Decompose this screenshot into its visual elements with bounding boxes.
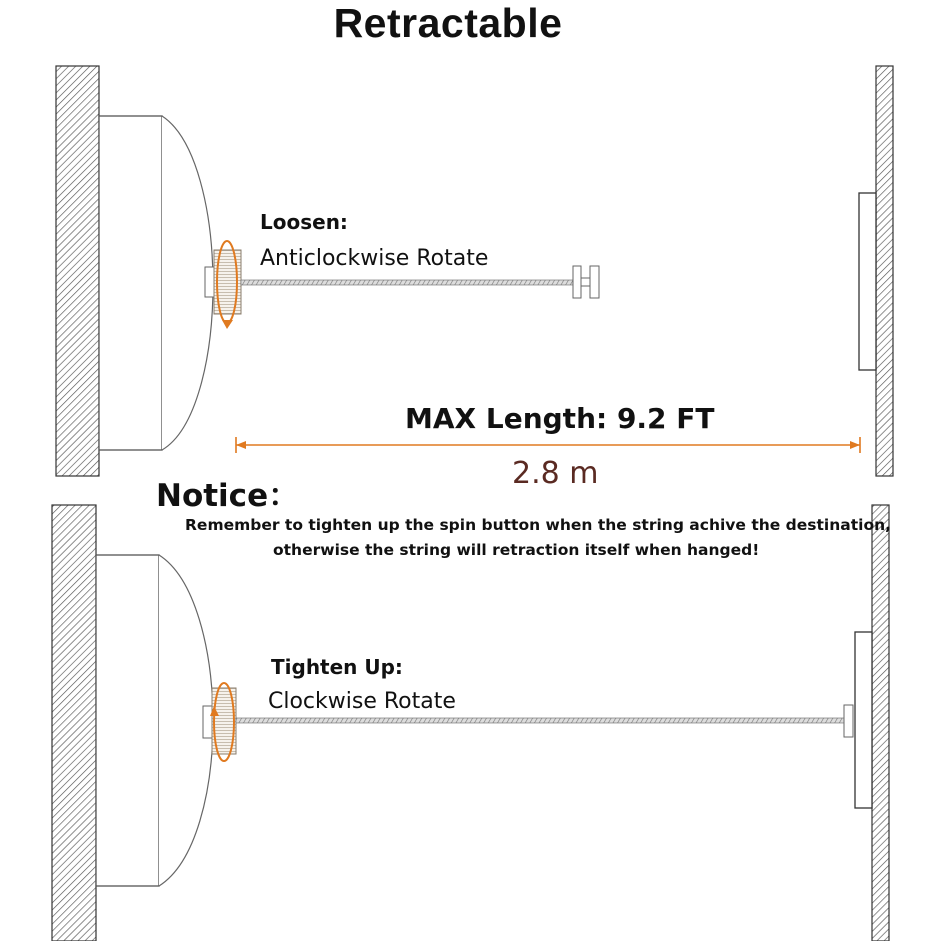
left-wall-top: [56, 66, 99, 476]
right-wall-top: [876, 66, 893, 476]
retractor-housing-top: [99, 116, 213, 450]
left-wall-bottom: [52, 505, 96, 941]
notice-line-2: otherwise the string will retraction itself when hanged!: [273, 541, 760, 559]
max-length-label: MAX Length: 9.2 FT: [405, 402, 715, 435]
loosen-description: Anticlockwise Rotate: [260, 246, 489, 271]
notice-line-1: Remember to tighten up the spin button when the string achive the destination,: [185, 516, 892, 534]
page-title: Retractable: [333, 0, 563, 46]
retractor-housing-bottom: [96, 555, 213, 886]
notice-heading: Notice：: [156, 478, 300, 514]
receiver-plate-top: [859, 193, 876, 370]
measurement-line: [236, 437, 860, 453]
cord-hook-top: [573, 266, 599, 298]
receiver-plate-bottom: [855, 632, 872, 808]
tighten-label: Tighten Up:: [271, 655, 403, 679]
cord-bottom: [236, 718, 844, 723]
bottom-panel: [52, 505, 892, 941]
tighten-description: Clockwise Rotate: [268, 689, 456, 714]
cord-top: [241, 280, 575, 285]
loosen-label: Loosen:: [260, 210, 348, 234]
right-wall-bottom: [872, 505, 889, 941]
cord-hook-bottom: [844, 705, 853, 737]
metric-length-label: 2.8 m: [512, 456, 599, 491]
